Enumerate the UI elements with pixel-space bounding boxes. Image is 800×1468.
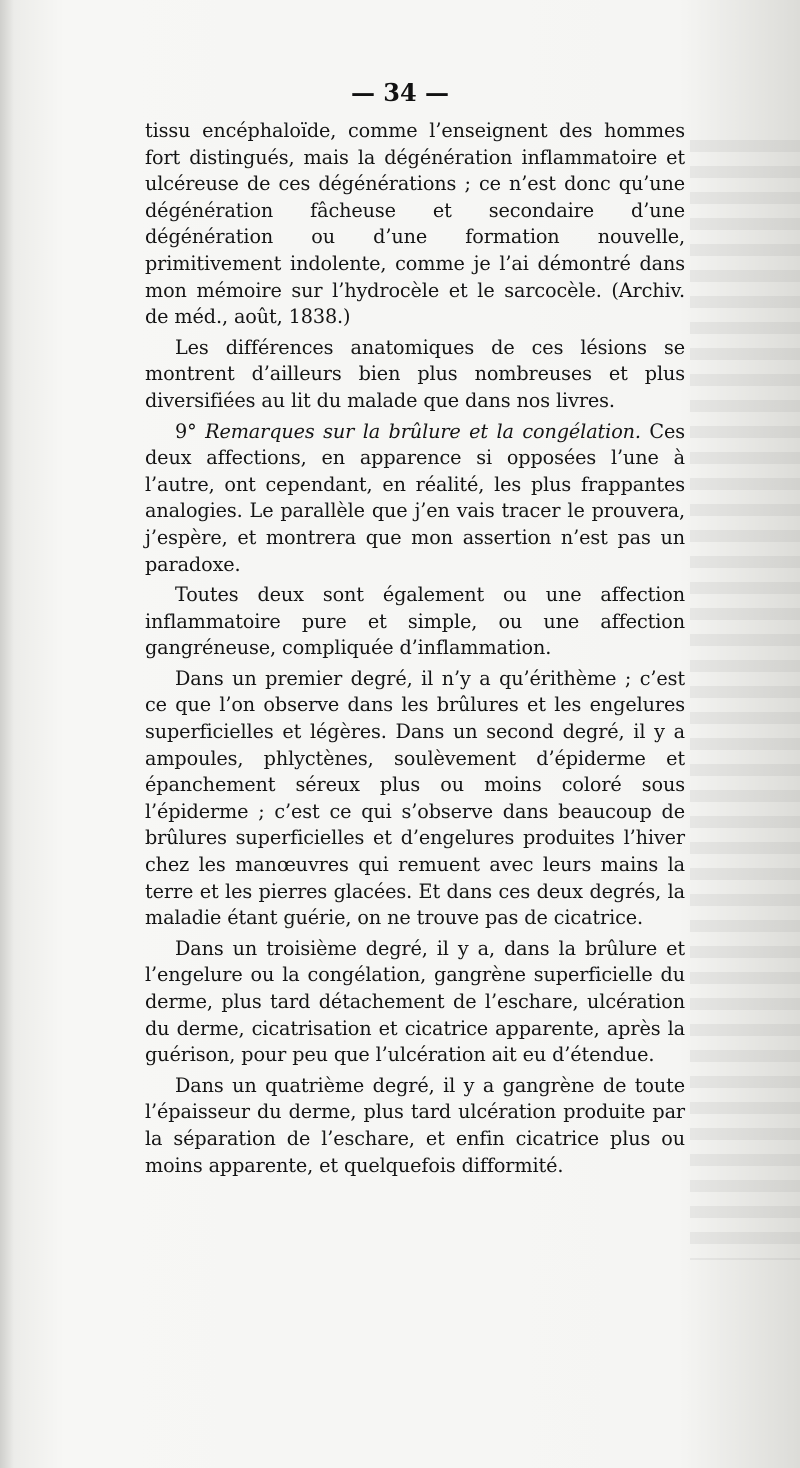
paragraph-5-text: Dans un premier degré, il n’y a qu’érithème ; c’est ce que l’on observe dans les brûlures et les engelures superficielles et légères. Dans un second degré, il y a ampoules, phlyctènes, soulèvement d’épiderme et épanchement séreux plus ou moins coloré sous l’épiderme ; c’est ce qui s’observe dans beaucoup de brûlures superficielles et d’engelures produites l’hiver chez les manœuvres qui remuent avec leurs mains la terre et les pierres glacées. Et dans ces deux degrés, la maladie étant guérie, on ne trouve pas de cicatrice.	[145, 666, 685, 930]
paragraph-1	[145, 118, 685, 331]
page-gutter-shadow	[0, 0, 14, 1468]
paragraph-4-text: Toutes deux sont également ou une affection inflammatoire pure et simple, ou une affection gangréneuse, compliquée d’inflammation.	[145, 583, 685, 660]
paragraph-6	[145, 936, 685, 1069]
paragraph-7-text: Dans un quatrième degré, il y a gangrène de toute l’épaisseur du derme, plus tard ulcération produite par la séparation de l’eschare, et enfin cicatrice plus ou moins apparente, et quelquefois difformité.	[145, 1073, 685, 1177]
paragraph-7	[145, 1073, 685, 1179]
paragraph-2	[145, 335, 685, 415]
paragraph-5	[145, 666, 685, 932]
page-number: — 34 —	[350, 78, 450, 107]
paragraph-3-prefix: 9°	[175, 419, 206, 443]
paragraph-2-text: Les différences anatomiques de ces lésions se montrent d’ailleurs bien plus nombreuses et plus diversifiées au lit du malade que dans nos livres.	[145, 335, 685, 412]
paragraph-4	[145, 582, 685, 662]
paragraph-3	[145, 419, 685, 579]
paragraph-1-text: tissu encéphaloïde, comme l’enseignent des hommes fort distingués, mais la dégénération inflammatoire et ulcéreuse de ces dégénérations ; ce n’est donc qu’une dégénération fâcheuse et secondaire d’une dégénération ou d’une formation nouvelle, primitivement indolente, comme je l’ai démontré dans mon mémoire sur l’hydrocèle et le sarcocèle. (Archiv. de méd., août, 1838.)	[145, 119, 685, 329]
paragraph-6-text: Dans un troisième degré, il y a, dans la brûlure et l’engelure ou la congélation, gangrène superficielle du derme, plus tard détachement de l’eschare, ulcération du derme, cicatrisation et cicatrice apparente, après la guérison, pour peu que l’ulcération ait eu d’étendue.	[145, 936, 685, 1067]
paragraph-3-heading: Remarques sur la brûlure et la congélation.	[205, 419, 641, 443]
bleed-through-texture	[690, 140, 800, 1260]
paragraph-3-text: Ces deux affections, en apparence si opposées l’une à l’autre, ont cependant, en réalité, les plus frappantes analogies. Le parallèle que j’en vais tracer le prouvera, j’espère, et montrera que mon assertion n’est pas un paradoxe.	[145, 419, 685, 576]
body-text	[145, 118, 685, 1183]
